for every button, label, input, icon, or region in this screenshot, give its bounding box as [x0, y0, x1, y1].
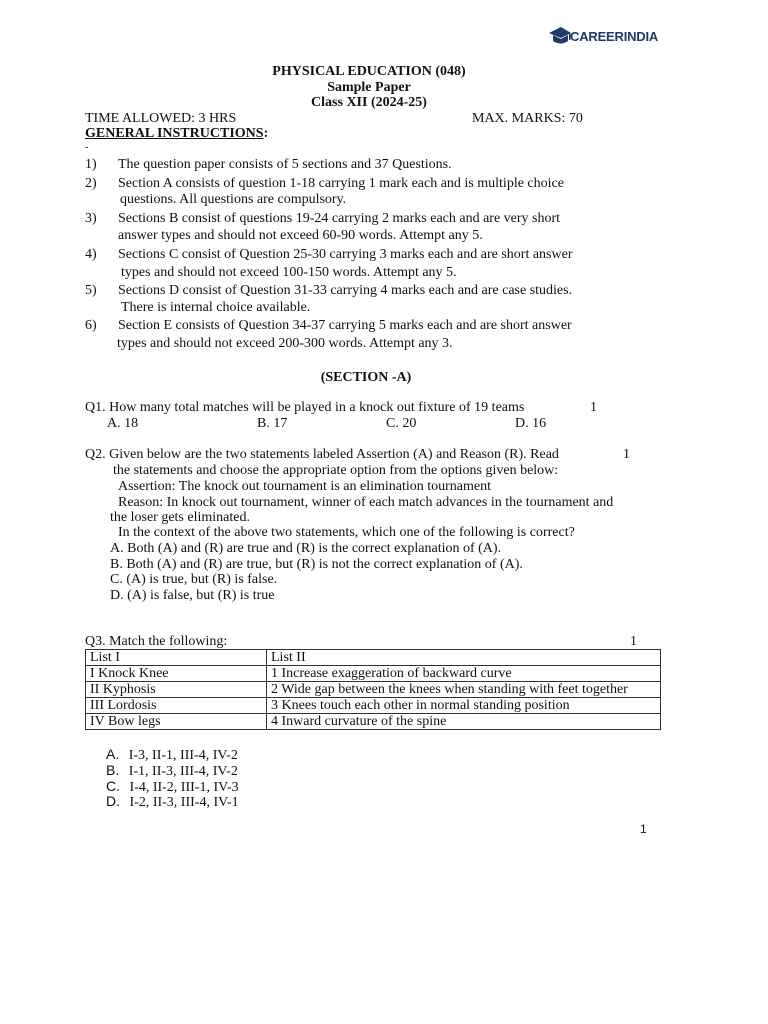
question-1-option: A. 18 [107, 416, 139, 431]
option-text: I-2, II-3, III-4, IV-1 [129, 795, 239, 810]
question-1-option: B. 17 [257, 416, 288, 431]
max-marks: MAX. MARKS: 70 [472, 111, 583, 126]
question-1-marks: 1 [590, 400, 597, 415]
question-2-assertion: Assertion: The knock out tournament is an elimination tournament [118, 479, 492, 494]
question-2-option: D. (A) is false, but (R) is true [110, 588, 275, 603]
option-text: I-1, II-3, III-4, IV-2 [128, 764, 238, 779]
instruction-number: 1) [85, 157, 97, 172]
instruction-number: 6) [85, 318, 97, 333]
table-cell: 4 Inward curvature of the spine [267, 714, 661, 730]
instruction-line: questions. All questions are compulsory. [120, 192, 347, 207]
question-3-text: Q3. Match the following: [85, 634, 228, 649]
option-letter: B. [106, 762, 120, 778]
table-row [86, 698, 661, 714]
question-2-marks: 1 [623, 447, 630, 462]
instruction-number: 3) [85, 211, 97, 226]
table-cell: IV Bow legs [86, 714, 267, 730]
question-2-line: the statements and choose the appropriate option from the options given below: [113, 463, 559, 478]
stray-mark: - [85, 142, 89, 153]
option-text: I-3, II-1, III-4, IV-2 [128, 748, 238, 763]
question-2-option: C. (A) is true, but (R) is false. [110, 572, 278, 587]
question-2-reason: Reason: In knock out tournament, winner of each match advances in the tournament and [118, 495, 614, 510]
option-text: I-4, II-2, III-1, IV-3 [129, 780, 239, 795]
instruction-line: answer types and should not exceed 60-90 words. Attempt any 5. [118, 228, 483, 243]
paper-subtitle: Sample Paper [327, 80, 411, 95]
table-cell: II Kyphosis [86, 682, 267, 698]
question-2-prompt: In the context of the above two statements, which one of the following is correct? [118, 525, 575, 540]
instruction-line: Sections D consist of Question 31-33 carrying 4 marks each and are case studies. [118, 283, 573, 298]
question-1-option: D. 16 [515, 416, 547, 431]
question-1-option: C. 20 [386, 416, 417, 431]
instruction-line: The question paper consists of 5 sections and 37 Questions. [118, 157, 452, 172]
instruction-line: Section E consists of Question 34-37 carrying 5 marks each and are short answer [118, 318, 572, 333]
instruction-line: Sections C consist of Question 25-30 carrying 3 marks each and are short answer [118, 247, 573, 262]
table-cell: 2 Wide gap between the knees when standing with feet together [267, 682, 661, 698]
brand-name: CAREERINDIA [570, 29, 659, 44]
table-row [86, 714, 661, 730]
instruction-number: 2) [85, 176, 97, 191]
instructions-heading [85, 126, 268, 142]
question-2-reason: the loser gets eliminated. [110, 510, 250, 525]
class-line: Class XII (2024-25) [311, 95, 427, 110]
instruction-number: 4) [85, 247, 97, 262]
option-letter: A. [106, 746, 120, 762]
table-row [86, 666, 661, 682]
table-cell: 3 Knees touch each other in normal standing position [267, 698, 661, 714]
paper-title: PHYSICAL EDUCATION (048) [272, 64, 466, 79]
instruction-line: types and should not exceed 100-150 words. Attempt any 5. [121, 265, 457, 280]
question-3-marks: 1 [630, 634, 637, 649]
option-letter: C. [106, 778, 120, 794]
question-2-option: A. Both (A) and (R) are true and (R) is the correct explanation of (A). [110, 541, 502, 556]
table-row [86, 682, 661, 698]
page-number: 1 [640, 822, 647, 836]
instruction-line: Section A consists of question 1-18 carrying 1 mark each and is multiple choice [118, 176, 564, 191]
instructions-heading-colon: : [263, 126, 269, 141]
time-allowed: TIME ALLOWED: 3 HRS [85, 111, 237, 126]
question-1-text: Q1. How many total matches will be played in a knock out fixture of 19 teams [85, 400, 525, 415]
graduation-cap-icon [548, 26, 572, 48]
table-header-row [86, 650, 661, 666]
table-header: List II [267, 650, 661, 666]
careerindia-logo [548, 24, 660, 48]
instruction-number: 5) [85, 283, 97, 298]
table-header: List I [86, 650, 267, 666]
question-2-line: Q2. Given below are the two statements labeled Assertion (A) and Reason (R). Read [85, 447, 559, 462]
instruction-line: There is internal choice available. [121, 300, 311, 315]
table-cell: 1 Increase exaggeration of backward curve [267, 666, 661, 682]
instruction-line: Sections B consist of questions 19-24 carrying 2 marks each and are very short [118, 211, 561, 226]
option-letter: D. [106, 793, 120, 809]
question-2-option: B. Both (A) and (R) are true, but (R) is not the correct explanation of (A). [110, 557, 523, 572]
instructions-heading-text: GENERAL INSTRUCTIONS [85, 126, 264, 141]
question-3-option [106, 793, 239, 811]
section-a-heading: (SECTION -A) [320, 370, 412, 385]
table-cell: I Knock Knee [86, 666, 267, 682]
instruction-line: types and should not exceed 200-300 words. Attempt any 3. [117, 336, 453, 351]
match-table [85, 649, 661, 730]
table-cell: III Lordosis [86, 698, 267, 714]
